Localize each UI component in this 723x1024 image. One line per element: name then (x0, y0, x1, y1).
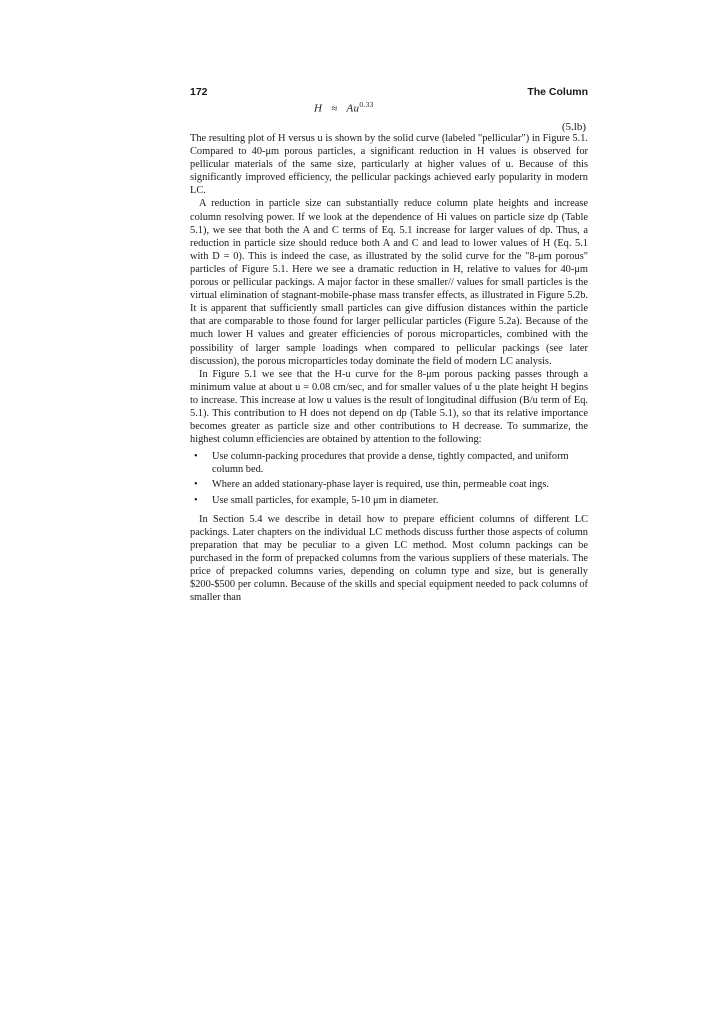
running-title: The Column (527, 86, 588, 98)
equation-5-1b (190, 100, 588, 132)
bullet-text: Use small particles, for example, 5-10 μm in diameter. (212, 494, 439, 506)
bullet-text: Where an added stationary-phase layer is required, use thin, permeable coat ings. (212, 479, 549, 491)
bullet-item-small-particles (190, 494, 588, 507)
equation-exponent: 0.33 (359, 100, 374, 109)
efficiency-bullet-list (190, 450, 588, 506)
equation-rhs: Au (346, 102, 360, 115)
running-header (190, 84, 588, 100)
bullet-text: Use column-packing procedures that provide a dense, tightly compacted, and uniform column bed. (212, 451, 569, 476)
book-page (190, 84, 588, 604)
paragraph-pellicular-plot: The resulting plot of H versus u is shown by the solid curve (labeled "pellicular") in Figure 5.1. Compared to 40-μm porous particles, a significant reduction in H values is observed for pellicular materials of the same size, particularly at higher values of u. Because of this significantly improved efficiency, the pellicular packings achieved early popularity in modern LC. (190, 133, 588, 197)
equation-number: (5.lb) (561, 121, 586, 133)
body-text (190, 132, 588, 604)
paragraph-column-preparation: In Section 5.4 we describe in detail how to prepare efficient columns of different LC packings. Later chapters on the individual LC methods discuss further those aspects of column preparation that may be peculiar to a given LC method. Most column packings can be purchased in the form of prepacked columns from the various suppliers of these materials. The price of prepacked columns varies, depending on column type and size, but is generally $200-$500 per column. Because of the skills and special equipment needed to pack columns of smaller than (190, 513, 588, 604)
bullet-marker: • (194, 494, 198, 506)
paragraph-particle-size: A reduction in particle size can substantially reduce column plate heights and increase column resolving power. If we look at the dependence of Hi values on particle size dp (Table 5.1), we see that both the A and C terms of Eq. 5.1 increase for larger values of dp. Thus, a reduction in particle size should reduce both A and C and lead to lower values of H (Eq. 5.1 with D = 0). This is indeed the case, as illustrated by the solid curve for the "8-μm porous" particles of Figure 5.1. Here we see a dramatic reduction in H, relative to values for 40-μm porous or pellicular packings. A major factor in these smaller// values for small particles is the virtual elimination of stagnant-mobile-phase mass transfer effects, as illustrated in Figure 5.2b. It is apparent that sufficiently small particles can give diffusion distances within the particle that are comparable to those found for larger pellicular particles (Figure 5.2a). Because of the much lower H values and greater efficiencies of porous microparticles, combined with the possibility of larger sample loadings when compared to pellicular packings (see later discussion), the porous microparticles today dominate the field of modern LC analysis. (190, 198, 588, 367)
equation-relation: ≈ (331, 102, 338, 115)
bullet-item-packing (190, 450, 588, 476)
equation-lhs: H (314, 102, 323, 115)
bullet-marker: • (194, 451, 198, 463)
bullet-marker: • (194, 479, 198, 491)
equation-formula (314, 100, 374, 115)
page-number: 172 (190, 86, 208, 98)
paragraph-h-u-curve: In Figure 5.1 we see that the H-u curve for the 8-μm porous packing passes through a minimum value at about u = 0.08 cm/sec, and for smaller values of u the plate height H begins to increase. This increase at low u values is the result of longitudinal diffusion (B/u term of Eq. 5.1). This contribution to H does not depend on dp (Table 5.1), so that its relative importance becomes greater as particle size and other contributions to H decrease. To summarize, the highest column efficiencies are obtained by attention to the following: (190, 368, 588, 446)
bullet-item-stationary-phase (190, 478, 588, 491)
